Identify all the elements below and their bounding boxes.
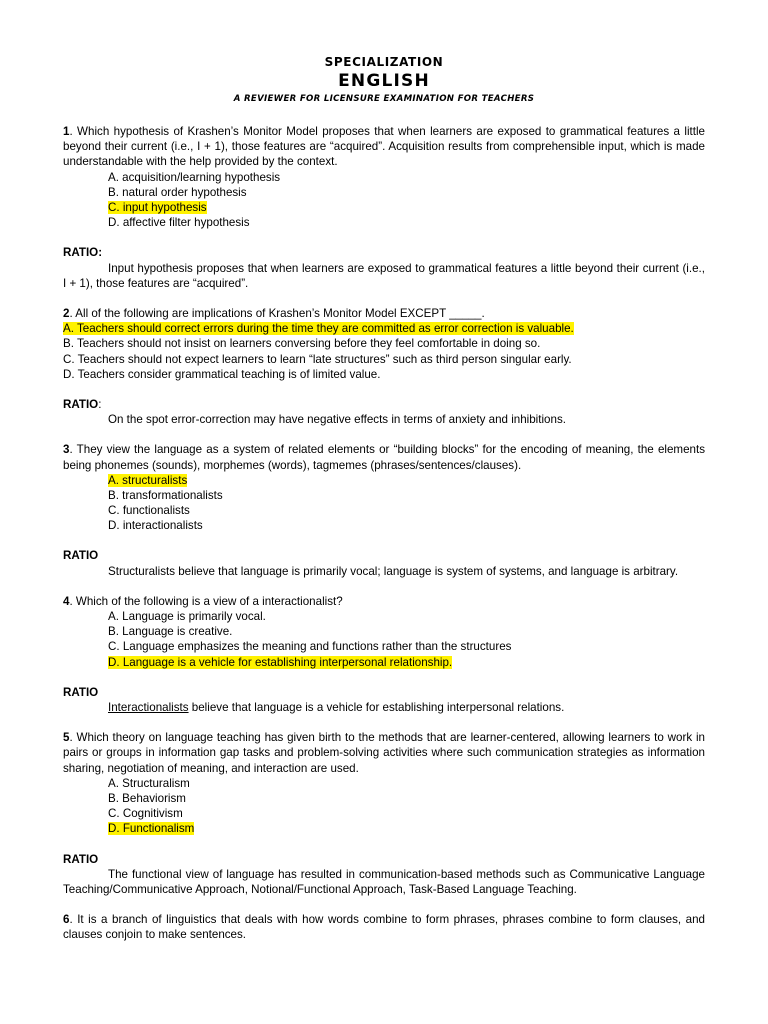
- question-5-option-d-answer: [108, 821, 705, 836]
- question-5-option-c: C. Cognitivism: [108, 807, 183, 821]
- answer-highlight: D. Functionalism: [108, 822, 195, 836]
- question-4-ratio-text: Interactionalists believe that language is a vehicle for establishing interpersonal relations.: [108, 701, 565, 715]
- question-2-ratio-text: On the spot error-correction may have negative effects in terms of anxiety and inhibitions.: [108, 413, 566, 427]
- question-3-ratio-text: Structuralists believe that language is primarily vocal; language is system of systems, and language is arbitrary.: [108, 564, 679, 578]
- question-6: [63, 912, 705, 942]
- answer-highlight: A. structuralists: [108, 473, 188, 487]
- question-5-option-b: B. Behaviorism: [108, 792, 186, 806]
- question-4-text: . Which of the following is a view of a interactionalist?: [69, 594, 343, 608]
- question-1-ratio-label: RATIO:: [63, 246, 103, 260]
- answer-highlight: C. input hypothesis: [108, 200, 207, 214]
- header-subtitle: A REVIEWER FOR LICENSURE EXAMINATION FOR TEACHERS: [233, 94, 535, 104]
- answer-highlight: A. Teachers should correct errors during the time they are committed as error correction is valuable.: [63, 322, 574, 336]
- question-5-ratio-label: RATIO: [63, 852, 99, 866]
- question-1-options: [108, 170, 705, 231]
- question-3-text: . They view the language as a system of related elements or “building blocks” for the encoding of meaning, the elements being phonemes (sounds), morphemes (words), tagmemes (phrases/sentences/clauses).: [63, 443, 705, 472]
- question-2: [63, 306, 705, 321]
- question-6-number: 6: [63, 913, 70, 927]
- answer-highlight: D. Language is a vehicle for establishing interpersonal relationship.: [108, 655, 453, 669]
- question-1-number: 1: [63, 125, 70, 138]
- question-1-text: . Which hypothesis of Krashen’s Monitor Model proposes that when learners are exposed to grammatical features a little beyond their current (i.e., I + 1), those features are “acquired”. Acquisition results from comprehensible input, which is made understandable with the help provided by the context.: [63, 125, 705, 169]
- question-1-option-a: A. acquisition/learning hypothesis: [108, 170, 281, 184]
- question-4-option-d-answer: [108, 655, 705, 670]
- question-2-option-a-answer: [63, 321, 705, 336]
- question-3-option-b: B. transformationalists: [108, 488, 223, 502]
- question-4-ratio-label: RATIO: [63, 685, 99, 699]
- question-2-text: . All of the following are implications of Krashen’s Monitor Model EXCEPT _____.: [69, 306, 485, 320]
- question-4-option-b: B. Language is creative.: [108, 625, 233, 639]
- question-6-text: . It is a branch of linguistics that deals with how words combine to form phrases, phrases combine to form clauses, and clauses conjoin to make sentences.: [63, 913, 705, 942]
- question-5-options: [108, 776, 705, 837]
- question-5-text: . Which theory on language teaching has given birth to the methods that are learner-centered, allowing learners to work in pairs or groups in information gap tasks and problem-solving activities where such communication strategies as information sharing, negotiation of meaning, and interaction are used.: [63, 731, 705, 775]
- question-3-option-d: D. interactionalists: [108, 519, 203, 533]
- question-1-option-c-answer: [108, 200, 705, 215]
- question-3-option-a-answer: [108, 473, 705, 488]
- question-2-ratio-label: RATIO:: [63, 397, 102, 411]
- document-header: [0, 54, 768, 105]
- question-2-option-b: B. Teachers should not insist on learners conversing before they feel comfortable in doing so.: [63, 337, 541, 351]
- reviewer-content: [63, 124, 705, 943]
- header-specialization: SPECIALIZATION: [324, 55, 444, 69]
- ratio-underlined-term: Interactionalists: [108, 701, 189, 715]
- question-1: [63, 124, 705, 170]
- question-4-number: 4: [63, 594, 70, 608]
- question-3: [63, 442, 705, 472]
- question-3-ratio-label: RATIO: [63, 549, 99, 563]
- question-5-option-a: A. Structuralism: [108, 776, 190, 790]
- question-1-option-b: B. natural order hypothesis: [108, 185, 247, 199]
- question-3-option-c: C. functionalists: [108, 504, 190, 518]
- question-5-number: 5: [63, 731, 70, 745]
- question-3-options: [108, 473, 705, 534]
- question-5: [63, 730, 705, 776]
- question-1-ratio-text: Input hypothesis proposes that when learners are exposed to grammatical features a little beyond their current (i.e., I + 1), those features are “acquired”.: [63, 261, 705, 290]
- question-1-option-d: D. affective filter hypothesis: [108, 216, 250, 230]
- question-4-option-c: C. Language emphasizes the meaning and functions rather than the structures: [108, 640, 512, 654]
- question-4: [63, 594, 705, 609]
- question-5-ratio-text: The functional view of language has resulted in communication-based methods such as Communicative Language Teaching/Communicative Approach, Notional/Functional Approach, Task-Based Language Teaching.: [63, 867, 705, 897]
- header-subject: ENGLISH: [338, 71, 430, 91]
- question-2-number: 2: [63, 306, 70, 320]
- question-4-options: [108, 609, 705, 670]
- question-4-option-a: A. Language is primarily vocal.: [108, 610, 266, 624]
- question-3-number: 3: [63, 443, 70, 457]
- question-2-option-c: C. Teachers should not expect learners to learn “late structures” such as third person singular early.: [63, 352, 572, 366]
- question-2-option-d: D. Teachers consider grammatical teaching is of limited value.: [63, 367, 381, 381]
